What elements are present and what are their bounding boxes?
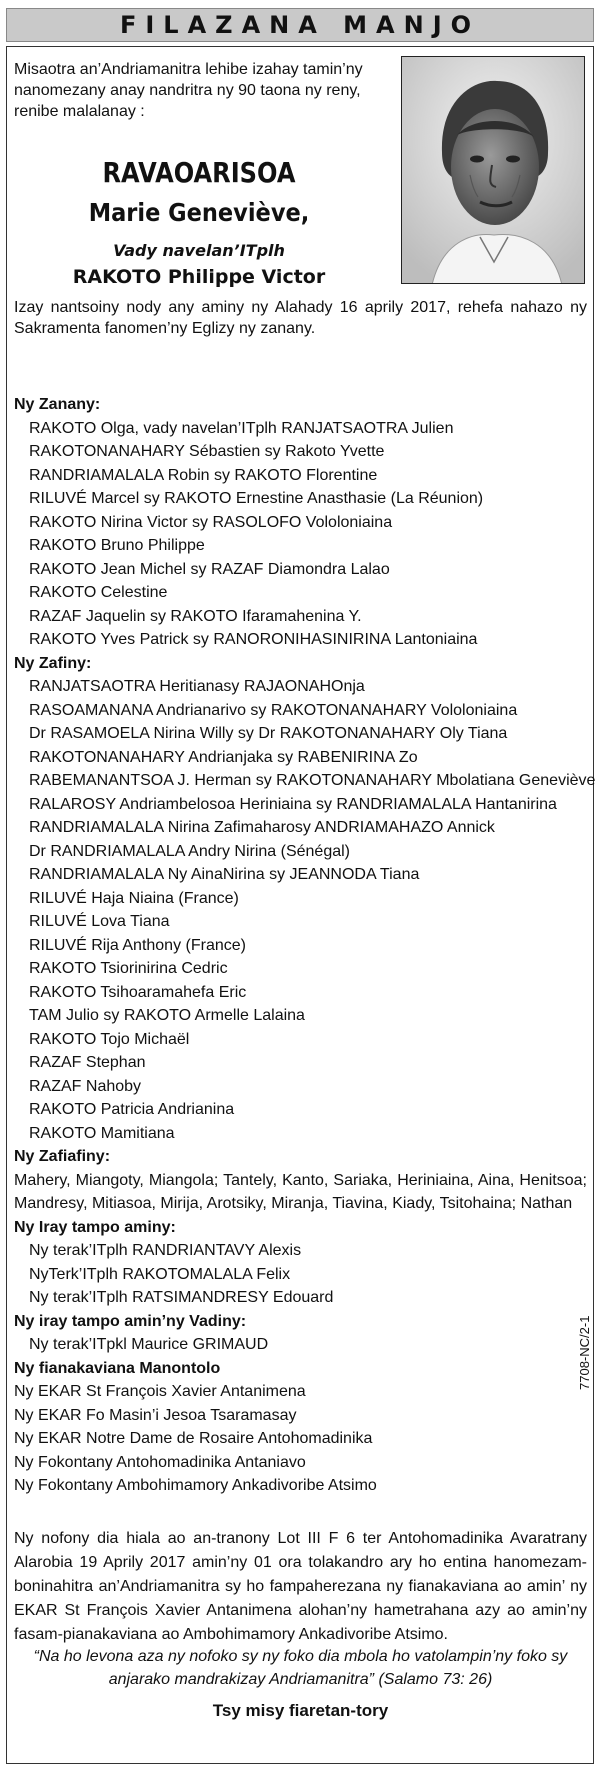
extended-family-heading: Ny fianakaviana Manontolo xyxy=(14,1359,221,1377)
list-item: RAZAF Nahoby xyxy=(29,1077,142,1095)
list-item: RAKOTO Nirina Victor sy RASOLOFO Vololoniaina xyxy=(29,513,393,531)
list-item: Ny terak’ITpkl Maurice GRIMAUD xyxy=(29,1336,269,1353)
list-item: Ny EKAR Notre Dame de Rosaire Antohomadinika xyxy=(14,1430,373,1447)
in-laws-heading: Ny iray tampo amin’ny Vadiny: xyxy=(14,1312,247,1330)
list-item: TAM Julio sy RAKOTO Armelle Lalaina xyxy=(29,1007,305,1024)
list-item: Ny Fokontany Ambohimamory Ankadivoribe Atsimo xyxy=(14,1477,377,1494)
list-item: RANDRIAMALALA Ny AinaNirina sy JEANNODA Tiana xyxy=(29,866,420,883)
list-item: RAKOTO Yves Patrick sy RANORONIHASINIRINA Lantoniaina xyxy=(29,631,478,648)
funeral-notice-paragraph: Ny nofony dia hiala ao an-tranony Lot III F 6 ter Antohomadinika Avaratrany Alarobia 19 Aprily 2017 amin’ny 01 ora tolakandro ary ho entina hanomezam-boninahitra an’Andriamanitra sy ho fampaherezana ny fianakaviana ao amin’ ny EKAR St François Xavier Antanimena alohan’ny hametrahana azy ao amin’ny fasam-pianakaviana ao Ambohimamory Ankadivoribe Atsimo. xyxy=(14,1530,587,1643)
list-item: Ny Fokontany Antohomadinika Antaniavo xyxy=(14,1453,306,1471)
list-item: RANDRIAMALALA Nirina Zafimaharosy ANDRIAMAHAZO Annick xyxy=(29,819,495,836)
list-item: RAKOTO Tojo Michaël xyxy=(29,1030,190,1048)
deceased-given-names: Marie Geneviève, xyxy=(88,198,310,227)
spouse-name: RAKOTO Philippe Victor xyxy=(72,266,326,288)
list-item: RAKOTO Celestine xyxy=(29,584,168,601)
intro-text: Misaotra an’Andriamanitra lehibe izahay tamin’ny nanomezany anay nandritra ny 90 taona ny reny, renibe malalanay : xyxy=(14,61,363,120)
list-item: RAKOTO Tsihoaramahefa Eric xyxy=(29,983,247,1001)
list-item: Ny EKAR St François Xavier Antanimena xyxy=(14,1383,306,1400)
list-item: RAZAF Stephan xyxy=(29,1054,146,1071)
list-item: Ny EKAR Fo Masin’i Jesoa Tsaramasay xyxy=(14,1406,297,1424)
list-item: NyTerk’ITplh RAKOTOMALALA Felix xyxy=(29,1265,291,1283)
list-item: RAKOTO Bruno Philippe xyxy=(29,537,205,554)
list-item: RANJATSAOTRA Heritianasy RAJAONAHOnja xyxy=(29,678,365,695)
spouse-label: Vady navelan’ITplh xyxy=(113,241,285,260)
list-item: Dr RANDRIAMALALA Andry Nirina (Sénégal) xyxy=(29,842,351,860)
death-notice-paragraph: Izay nantsoiny nody any aminy ny Alahady 16 aprily 2017, rehefa nahazo ny Sakramenta fanomen’ny Eglizy ny zanany. xyxy=(14,299,587,337)
list-item: Ny terak’ITplh RANDRIANTAVY Alexis xyxy=(29,1242,302,1259)
list-item: RILUVÉ Haja Niaina (France) xyxy=(29,889,239,907)
family-list xyxy=(14,393,596,1498)
list-item: RAKOTO Jean Michel sy RAZAF Diamondra Lalao xyxy=(29,560,390,578)
list-item: RAKOTONANAHARY Sébastien sy Rakoto Yvette xyxy=(29,443,385,460)
list-item: RAZAF Jaquelin sy RAKOTO Ifaramahenina Y. xyxy=(29,607,362,625)
portrait-image xyxy=(402,57,585,284)
list-item: RAKOTO Mamitiana xyxy=(29,1124,175,1142)
list-item: RILUVÉ Marcel sy RAKOTO Ernestine Anasthasie (La Réunion) xyxy=(29,490,484,507)
list-item: RAKOTO Patricia Andrianina xyxy=(29,1101,235,1118)
footer-note: Tsy misy fiaretan-tory xyxy=(212,1701,389,1720)
great-grandchildren-heading: Ny Zafiafiny: xyxy=(14,1148,111,1165)
list-item: RALAROSY Andriambelosoa Heriniaina sy RANDRIAMALALA Hantanirina xyxy=(29,795,557,813)
portrait-photo xyxy=(401,56,585,284)
list-item: RAKOTO Olga, vady navelan’ITplh RANJATSAOTRA Julien xyxy=(29,419,454,437)
list-item: RILUVÉ Lova Tiana xyxy=(29,913,170,930)
great-grandchildren-list: Mahery, Miangoty, Miangola; Tantely, Kanto, Sariaka, Heriniaina, Aina, Henitsoa; Mandresy, Mitiasoa, Mirija, Arotsiky, Miranja, Tiavina, Kiady, Tsitohaina; Nathan xyxy=(14,1171,587,1212)
notice-title: FILAZANA MANJO xyxy=(119,11,481,39)
grandchildren-heading: Ny Zafiny: xyxy=(14,654,92,672)
list-item: RAKOTONANAHARY Andrianjaka sy RABENIRINA Zo xyxy=(29,748,418,766)
list-item: RABEMANANTSOA J. Herman sy RAKOTONANAHARY Mbolatiana Geneviève xyxy=(29,772,596,789)
reference-code: 7708-NC/2-1 xyxy=(577,1315,592,1390)
list-item: RASOAMANANA Andrianarivo sy RAKOTONANAHARY Vololoniaina xyxy=(29,701,518,719)
list-item: RILUVÉ Rija Anthony (France) xyxy=(29,936,246,954)
deceased-surname: RAVAOARISOA xyxy=(102,156,296,189)
notice-header xyxy=(6,8,594,42)
list-item: Dr RASAMOELA Nirina Willy sy Dr RAKOTONANAHARY Oly Tiana xyxy=(29,725,508,742)
list-item: Ny terak’ITplh RATSIMANDRESY Edouard xyxy=(29,1289,334,1306)
list-item: RAKOTO Tsiorinirina Cedric xyxy=(29,960,228,977)
list-item: RANDRIAMALALA Robin sy RAKOTO Florentine xyxy=(29,466,378,484)
relatives-heading: Ny Iray tampo aminy: xyxy=(14,1218,176,1236)
scripture-quote: “Na ho levona aza ny nofoko sy ny foko dia mbola ho vatolampin’ny foko sy anjarako mandrakizay Andriamanitra” (Salamo 73: 26) xyxy=(33,1648,568,1688)
children-heading: Ny Zanany: xyxy=(14,396,101,413)
